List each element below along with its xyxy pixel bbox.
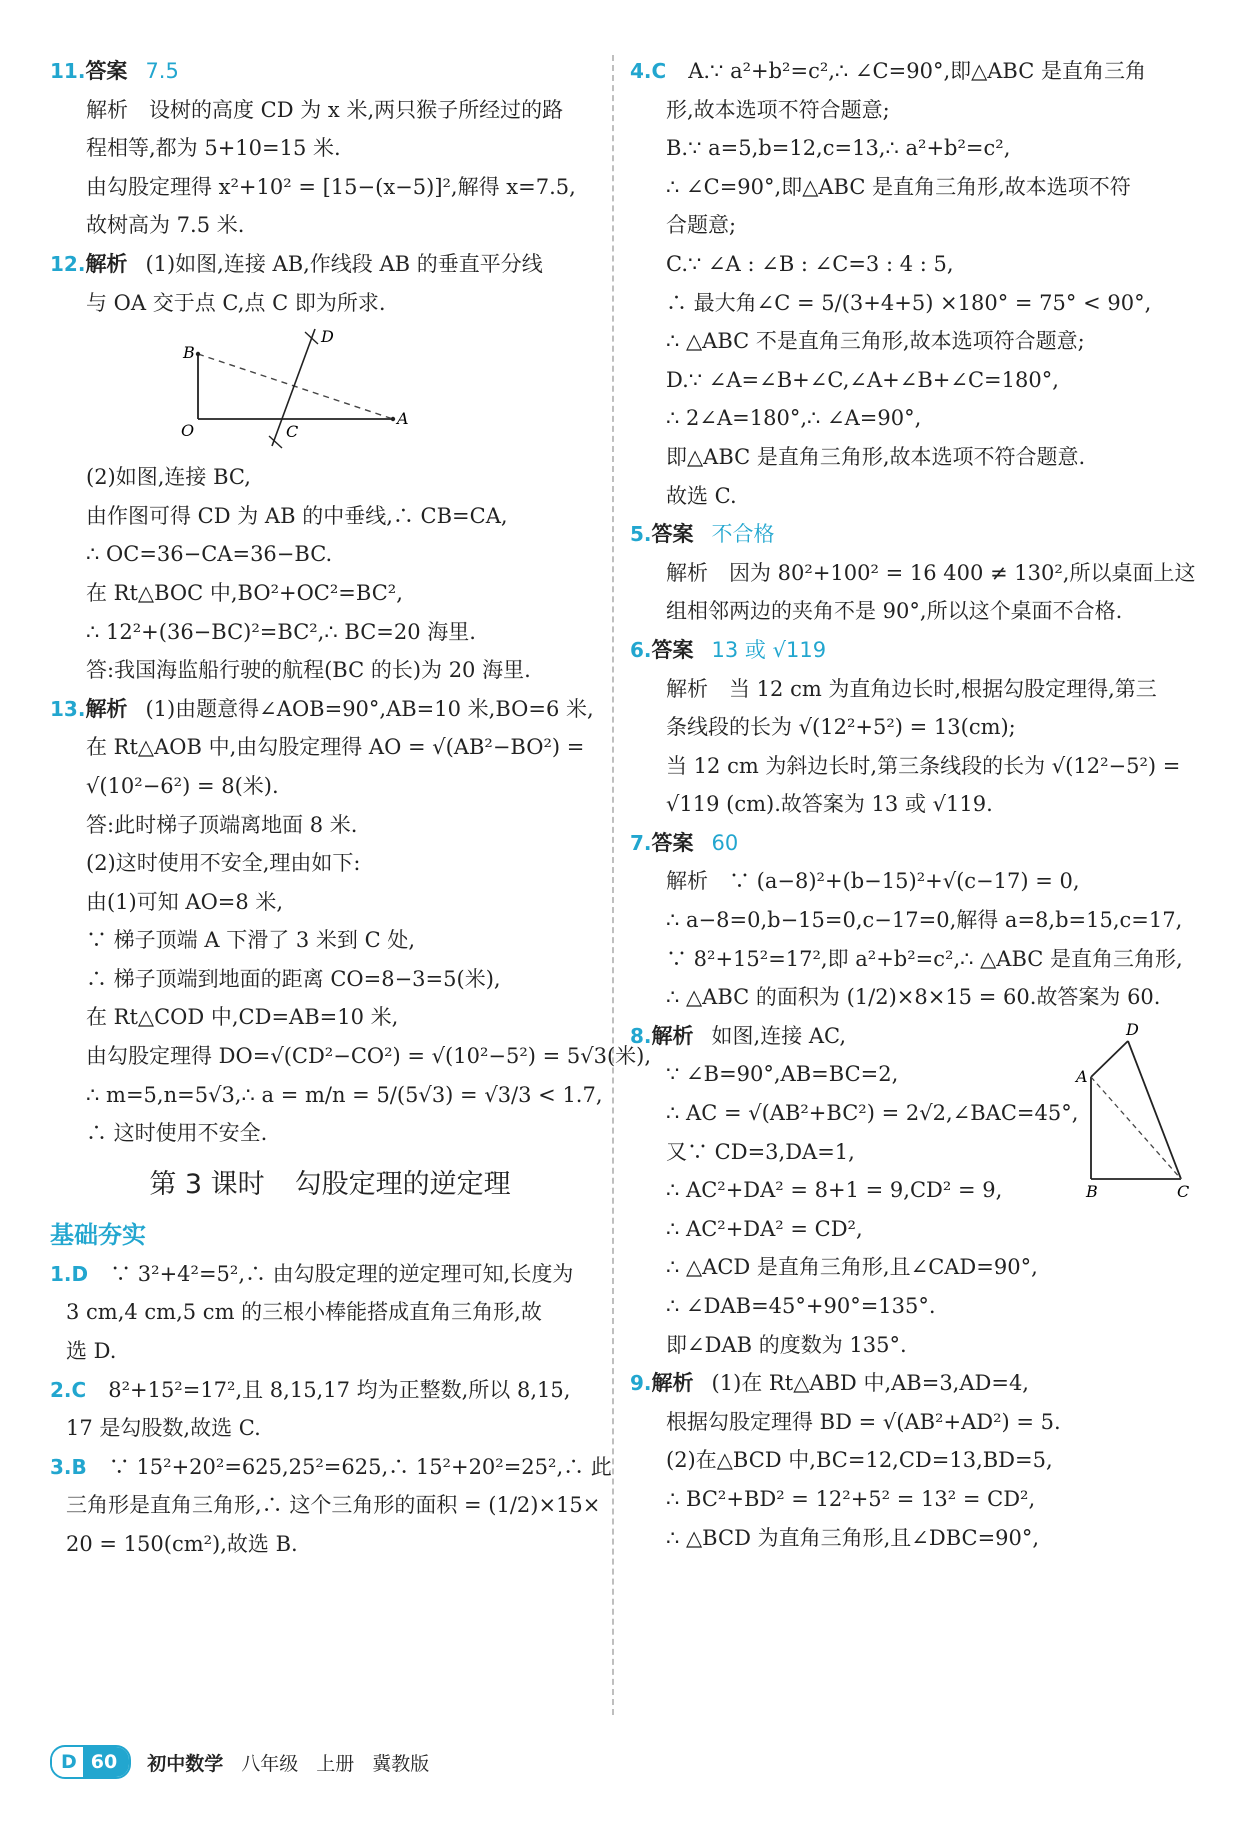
text-line: 答:我国海监船行驶的航程(BC 的长)为 20 海里. (86, 658, 531, 683)
analysis-tag: 解析 (651, 1023, 694, 1048)
answer-9 (630, 1364, 1190, 1557)
question-number: 4.C (630, 59, 667, 83)
question-number: 7. (630, 830, 652, 855)
text-line: 20 = 150(cm²),故选 B. (66, 1532, 298, 1556)
text-line: 条线段的长为 √(12²+5²) = 13(cm); (666, 715, 1016, 740)
text-line: C.∵ ∠A : ∠B : ∠C=3 : 4 : 5, (666, 251, 954, 276)
right-column (630, 52, 1196, 1557)
text-line: 组相邻两边的夹角不是 90°,所以这个桌面不合格. (666, 599, 1123, 624)
lesson-name: 勾股定理的逆定理 (294, 1168, 511, 1200)
arc-mark-top (305, 332, 318, 344)
text-line: ∴ 这时使用不安全. (86, 1121, 268, 1146)
question-number: 12. (50, 251, 86, 276)
text-line: ∴ 梯子顶端到地面的距离 CO=8−3=5(米), (86, 966, 501, 991)
text-line: 17 是勾股数,故选 C. (66, 1416, 261, 1441)
text-run: 8²+15²=17²,且 8,15,17 均为正整数,所以 8,15, (108, 1377, 571, 1402)
answer-tag: 答案 (651, 830, 694, 855)
answer-5 (630, 515, 1196, 631)
page-footer (50, 1745, 447, 1779)
segment-ab-dashed (198, 354, 393, 419)
text-line: ∵ 8²+15²=17²,即 a²+b²=c²,∴ △ABC 是直角三角形, (666, 946, 1183, 971)
text-line: ∴ ∠C=90°,即△ABC 是直角三角形,故本选项不符 (666, 174, 1131, 199)
text-line: B.∵ a=5,b=12,c=13,∴ a²+b²=c², (666, 136, 1011, 161)
text-line: D.∵ ∠A=∠B+∠C,∠A+∠B+∠C=180°, (666, 367, 1059, 392)
point-b (196, 352, 200, 356)
footer-grade: 八年级 (241, 1752, 299, 1775)
text-line: 在 Rt△COD 中,CD=AB=10 米, (86, 1005, 399, 1030)
section-title (50, 1159, 610, 1211)
answer-12 (50, 245, 610, 690)
label-d: D (321, 327, 334, 347)
text-line: 合题意; (666, 213, 737, 238)
text-line: 选 D. (66, 1339, 117, 1364)
text-line: ∴ BC²+BD² = 12²+5² = 13² = CD², (666, 1486, 1036, 1511)
question-number: 8. (630, 1023, 652, 1048)
figure-8-quadrilateral (1056, 1019, 1196, 1199)
text-line: ∴ △ABC 不是直角三角形,故本选项符合题意; (666, 329, 1085, 354)
text-line: √(10²−6²) = 8(米). (86, 773, 279, 798)
segment-ac-dashed (1091, 1077, 1181, 1179)
question-number: 13. (50, 696, 86, 721)
text-line: ∴ AC²+DA² = 8+1 = 9,CD² = 9, (666, 1178, 1003, 1203)
analysis-tag: 解析 (651, 1371, 694, 1396)
answer-11 (50, 52, 610, 245)
label-d: D (1126, 1019, 1139, 1039)
text-line: ∴ △ABC 的面积为 (1/2)×8×15 = 60.故答案为 60. (666, 985, 1161, 1010)
text-line: ∴ 最大角∠C = 5/(3+4+5) ×180° = 75° < 90°, (666, 290, 1152, 315)
subsection-title: 基础夯实 (50, 1220, 146, 1249)
text-line: 由(1)可知 AO=8 米, (86, 889, 284, 914)
question-number: 2.C (50, 1377, 87, 1402)
text-line: 由勾股定理得 x²+10² = [15−(x−5)]²,解得 x=7.5, (86, 174, 576, 199)
text-line: ∵ 梯子顶端 A 下滑了 3 米到 C 处, (86, 928, 415, 953)
text-line: 解析 当 12 cm 为直角边长时,根据勾股定理得,第三 (666, 676, 1157, 701)
answer-8 (630, 1017, 1190, 1364)
text-line: 根据勾股定理得 BD = √(AB²+AD²) = 5. (666, 1409, 1061, 1434)
answer-3 (50, 1448, 610, 1564)
label-b: B (183, 343, 195, 363)
text-line: ∵ ∠B=90°,AB=BC=2, (666, 1062, 899, 1087)
answer-value: 13 或 √119 (711, 637, 827, 662)
text-line: 三角形是直角三角形,∴ 这个三角形的面积 = (1/2)×15× (66, 1493, 601, 1518)
left-column (50, 52, 652, 1564)
text-line: ∴ m=5,n=5√3,∴ a = m/n = 5/(5√3) = √3/3 < 1.7, (86, 1082, 603, 1107)
page-number: 60 (83, 1747, 129, 1777)
label-c: C (1177, 1181, 1190, 1199)
page-badge (50, 1745, 131, 1779)
text-line: (2)如图,连接 BC, (86, 465, 251, 490)
text-run: ∵ 3²+4²=5²,∴ 由勾股定理的逆定理可知,长度为 (110, 1261, 574, 1286)
text-line: ∴ OC=36−CA=36−BC. (86, 542, 333, 567)
text-line: 答:此时梯子顶端离地面 8 米. (86, 812, 358, 837)
question-number: 11. (50, 59, 86, 83)
answer-2 (50, 1371, 610, 1448)
text-line: √119 (cm).故答案为 13 或 √119. (666, 792, 993, 817)
answer-4 (630, 52, 1190, 515)
answer-value: 7.5 (145, 59, 179, 83)
answer-6 (630, 631, 1190, 824)
answer-1 (50, 1255, 610, 1371)
label-a: A (1076, 1066, 1088, 1086)
text-line: 即△ABC 是直角三角形,故本选项不符合题意. (666, 444, 1086, 469)
text-line: 在 Rt△AOB 中,由勾股定理得 AO = √(AB²−BO²) = (86, 735, 585, 760)
text-line: 3 cm,4 cm,5 cm 的三根小棒能搭成直角三角形,故 (66, 1300, 542, 1325)
text-run: (1)在 Rt△ABD 中,AB=3,AD=4, (711, 1371, 1029, 1396)
question-number: 3.B (50, 1454, 87, 1479)
answer-tag: 答案 (651, 522, 694, 547)
text-line: 由作图可得 CD 为 AB 的中垂线,∴ CB=CA, (86, 503, 508, 528)
question-number: 5. (630, 522, 652, 547)
text-line: 故选 C. (666, 483, 737, 508)
text-line: 在 Rt△BOC 中,BO²+OC²=BC², (86, 580, 403, 605)
segment-ad (1091, 1041, 1128, 1077)
text-line: ∴ AC²+DA² = CD², (666, 1216, 863, 1241)
text-run: A.∵ a²+b²=c²,∴ ∠C=90°,即△ABC 是直角三角 (688, 59, 1146, 83)
text-line: (2)在△BCD 中,BC=12,CD=13,BD=5, (666, 1448, 1053, 1473)
text-line: 即∠DAB 的度数为 135°. (666, 1332, 907, 1357)
answer-value: 60 (711, 830, 739, 855)
text-line: 又∵ CD=3,DA=1, (666, 1139, 855, 1164)
answer-13 (50, 690, 652, 1153)
question-number: 6. (630, 637, 652, 662)
text-line: ∴ 2∠A=180°,∴ ∠A=90°, (666, 406, 922, 431)
text-line: ∴ 12²+(36−BC)²=BC²,∴ BC=20 海里. (86, 619, 476, 644)
text-run: (1)如图,连接 AB,作线段 AB 的垂直平分线 (145, 251, 543, 276)
question-number: 1.D (50, 1261, 89, 1286)
text-line: ∴ △ACD 是直角三角形,且∠CAD=90°, (666, 1255, 1038, 1280)
text-line: 形,故本选项不符合题意; (666, 97, 890, 122)
label-c: C (286, 422, 299, 442)
text-line: (2)这时使用不安全,理由如下: (86, 851, 361, 876)
label-b: B (1086, 1181, 1098, 1199)
text-run: ∵ 15²+20²=625,25²=625,∴ 15²+20²=25²,∴ 此 (108, 1454, 612, 1479)
analysis-tag: 解析 (85, 251, 128, 276)
text-line: ∴ AC = √(AB²+BC²) = 2√2,∠BAC=45°, (666, 1101, 1079, 1126)
point-a (391, 417, 395, 421)
text-line: 与 OA 交于点 C,点 C 即为所求. (86, 290, 386, 315)
text-run: (1)由题意得∠AOB=90°,AB=10 米,BO=6 米, (145, 696, 594, 721)
label-a: A (397, 409, 409, 429)
text-line: 解析 因为 80²+100² = 16 400 ≠ 130²,所以桌面上这 (666, 560, 1196, 585)
text-run: 如图,连接 AC, (711, 1023, 847, 1048)
badge-letter: D (52, 1751, 83, 1773)
answer-7 (630, 824, 1190, 1017)
text-line: 由勾股定理得 DO=√(CD²−CO²) = √(10²−5²) = 5√3(米), (86, 1044, 652, 1069)
text-line: ∴ a−8=0,b−15=0,c−17=0,解得 a=8,b=15,c=17, (666, 908, 1183, 933)
footer-volume: 上册 (316, 1752, 355, 1775)
label-o: O (181, 421, 195, 441)
text-line: ∴ ∠DAB=45°+90°=135°. (666, 1294, 936, 1318)
footer-edition: 冀教版 (372, 1752, 430, 1775)
text-line: 程相等,都为 5+10=15 米. (86, 136, 341, 161)
text-line: 故树高为 7.5 米. (86, 213, 245, 238)
text-line: 解析 ∵ (a−8)²+(b−15)²+√(c−17) = 0, (666, 869, 1080, 894)
answer-tag: 答案 (85, 59, 128, 83)
segment-dc (1128, 1041, 1181, 1179)
answer-value: 不合格 (711, 522, 775, 547)
footer-subject: 初中数学 (147, 1752, 224, 1775)
figure-12-perpendicular-bisector (175, 324, 415, 456)
text-line: ∴ △BCD 为直角三角形,且∠DBC=90°, (666, 1525, 1040, 1550)
text-line: 解析 设树的高度 CD 为 x 米,两只猴子所经过的路 (86, 97, 564, 122)
lesson-number: 第 3 课时 (149, 1168, 265, 1200)
answer-tag: 答案 (651, 637, 694, 662)
column-divider (612, 55, 614, 1715)
text-line: 当 12 cm 为斜边长时,第三条线段的长为 √(12²−5²) = (666, 753, 1181, 778)
question-number: 9. (630, 1371, 652, 1396)
analysis-tag: 解析 (85, 696, 128, 721)
